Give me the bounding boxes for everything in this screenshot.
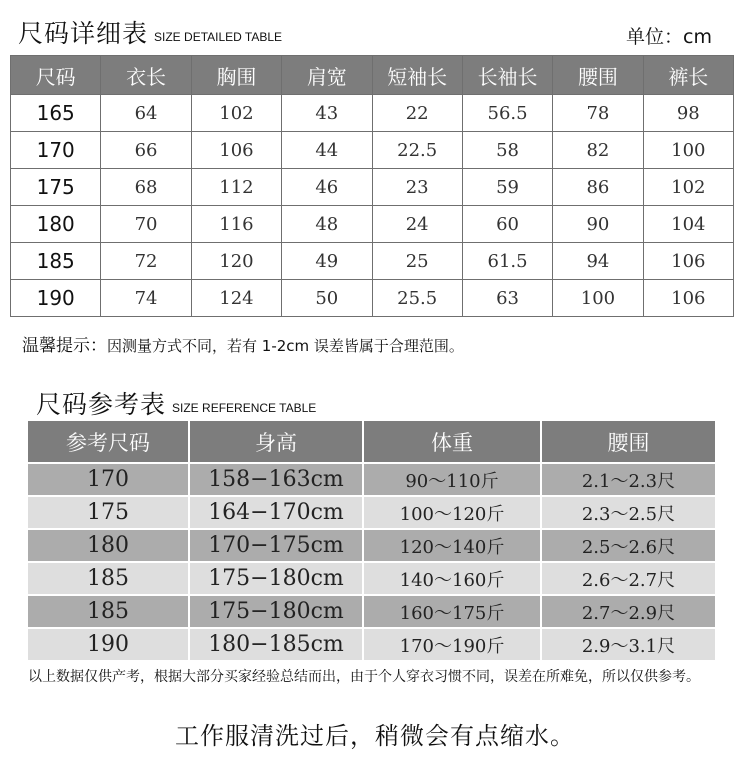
reference-cell: 2.7〜2.9尺 bbox=[541, 595, 715, 628]
measurement-cell: 106 bbox=[191, 132, 281, 169]
measurement-cell: 25 bbox=[372, 243, 462, 280]
measurement-cell: 63 bbox=[462, 280, 552, 317]
measurement-cell: 112 bbox=[191, 169, 281, 206]
size-cell: 170 bbox=[11, 132, 101, 169]
measurement-cell: 94 bbox=[553, 243, 643, 280]
header-waist: 腰围 bbox=[553, 56, 643, 95]
note-lead: 温馨提示： bbox=[22, 336, 107, 356]
detail-subtitle: SIZE DETAILED TABLE bbox=[154, 30, 283, 44]
measurement-cell: 82 bbox=[553, 132, 643, 169]
reference-cell: 100〜120斤 bbox=[363, 496, 541, 529]
measurement-cell: 106 bbox=[643, 243, 733, 280]
table-row bbox=[11, 243, 734, 280]
reference-cell: 180−185cm bbox=[189, 628, 363, 661]
measurement-cell: 78 bbox=[553, 95, 643, 132]
reference-cell: 160〜175斤 bbox=[363, 595, 541, 628]
measurement-cell: 124 bbox=[191, 280, 281, 317]
size-detail-table bbox=[10, 55, 734, 317]
size-cell: 180 bbox=[11, 206, 101, 243]
measurement-cell: 100 bbox=[553, 280, 643, 317]
measurement-cell: 23 bbox=[372, 169, 462, 206]
measurement-cell: 72 bbox=[101, 243, 191, 280]
header-ref-size: 参考尺码 bbox=[28, 421, 189, 463]
table-row bbox=[28, 628, 715, 661]
measurement-cell: 64 bbox=[101, 95, 191, 132]
measurement-cell: 61.5 bbox=[462, 243, 552, 280]
reference-title bbox=[36, 385, 316, 421]
measurement-cell: 68 bbox=[101, 169, 191, 206]
reference-cell: 2.6〜2.7尺 bbox=[541, 562, 715, 595]
table-row bbox=[28, 463, 715, 496]
measurement-cell: 43 bbox=[282, 95, 372, 132]
reference-cell: 2.3〜2.5尺 bbox=[541, 496, 715, 529]
size-reference-table bbox=[28, 421, 715, 662]
measurement-cell: 70 bbox=[101, 206, 191, 243]
measurement-cell: 50 bbox=[282, 280, 372, 317]
reference-cell: 185 bbox=[28, 595, 189, 628]
table-row bbox=[28, 496, 715, 529]
header-height: 身高 bbox=[189, 421, 363, 463]
reference-cell: 180 bbox=[28, 529, 189, 562]
reference-cell: 140〜160斤 bbox=[363, 562, 541, 595]
measurement-cell: 49 bbox=[282, 243, 372, 280]
header-long-sleeve: 长袖长 bbox=[462, 56, 552, 95]
table-row bbox=[28, 595, 715, 628]
reference-cell: 2.9〜3.1尺 bbox=[541, 628, 715, 661]
measurement-cell: 90 bbox=[553, 206, 643, 243]
reference-cell: 2.5〜2.6尺 bbox=[541, 529, 715, 562]
measurement-cell: 22.5 bbox=[372, 132, 462, 169]
table-row bbox=[11, 169, 734, 206]
reference-cell: 185 bbox=[28, 562, 189, 595]
measurement-cell: 98 bbox=[643, 95, 733, 132]
header-pant-length: 裤长 bbox=[643, 56, 733, 95]
reference-note: 以上数据仅供产考，根据大部分买家经验总结而出，由于个人穿衣习惯不同，误差在所难免，所以仅供参考。 bbox=[28, 669, 700, 685]
measurement-cell: 74 bbox=[101, 280, 191, 317]
measurement-cell: 66 bbox=[101, 132, 191, 169]
measurement-cell: 106 bbox=[643, 280, 733, 317]
header-ref-waist: 腰围 bbox=[541, 421, 715, 463]
reference-cell: 120〜140斤 bbox=[363, 529, 541, 562]
table-row bbox=[28, 529, 715, 562]
table-row bbox=[11, 206, 734, 243]
reference-cell: 90〜110斤 bbox=[363, 463, 541, 496]
table-header-row bbox=[28, 421, 715, 463]
measurement-cell: 104 bbox=[643, 206, 733, 243]
measurement-cell: 25.5 bbox=[372, 280, 462, 317]
table-row bbox=[11, 280, 734, 317]
measurement-cell: 58 bbox=[462, 132, 552, 169]
size-cell: 185 bbox=[11, 243, 101, 280]
reference-cell: 158−163cm bbox=[189, 463, 363, 496]
header-size: 尺码 bbox=[11, 56, 101, 95]
note-text: 因测量方式不同，若有 1-2cm 误差皆属于合理范围。 bbox=[107, 337, 464, 355]
header-chest: 胸围 bbox=[191, 56, 281, 95]
table-row bbox=[11, 95, 734, 132]
size-cell: 165 bbox=[11, 95, 101, 132]
measurement-cell: 22 bbox=[372, 95, 462, 132]
reference-subtitle: SIZE REFERENCE TABLE bbox=[172, 401, 317, 415]
reference-cell: 175−180cm bbox=[189, 595, 363, 628]
reference-cell: 175 bbox=[28, 496, 189, 529]
size-cell: 190 bbox=[11, 280, 101, 317]
measurement-cell: 86 bbox=[553, 169, 643, 206]
measurement-cell: 56.5 bbox=[462, 95, 552, 132]
measurement-note bbox=[22, 331, 464, 356]
header-weight: 体重 bbox=[363, 421, 541, 463]
measurement-cell: 24 bbox=[372, 206, 462, 243]
measurement-cell: 100 bbox=[643, 132, 733, 169]
reference-title-text: 尺码参考表 bbox=[36, 390, 167, 419]
reference-cell: 190 bbox=[28, 628, 189, 661]
measurement-cell: 120 bbox=[191, 243, 281, 280]
table-row bbox=[11, 132, 734, 169]
measurement-cell: 102 bbox=[643, 169, 733, 206]
measurement-cell: 59 bbox=[462, 169, 552, 206]
detail-title-text: 尺码详细表 bbox=[18, 19, 149, 48]
reference-cell: 170−175cm bbox=[189, 529, 363, 562]
reference-cell: 164−170cm bbox=[189, 496, 363, 529]
washing-note: 工作服清洗过后，稍微会有点缩水。 bbox=[175, 722, 575, 750]
table-row bbox=[28, 562, 715, 595]
header-shoulder: 肩宽 bbox=[282, 56, 372, 95]
reference-cell: 175−180cm bbox=[189, 562, 363, 595]
reference-cell: 170 bbox=[28, 463, 189, 496]
measurement-cell: 102 bbox=[191, 95, 281, 132]
measurement-cell: 48 bbox=[282, 206, 372, 243]
reference-cell: 170〜190斤 bbox=[363, 628, 541, 661]
header-short-sleeve: 短袖长 bbox=[372, 56, 462, 95]
detail-title bbox=[18, 14, 282, 50]
size-cell: 175 bbox=[11, 169, 101, 206]
table-header-row bbox=[11, 56, 734, 95]
reference-cell: 2.1〜2.3尺 bbox=[541, 463, 715, 496]
unit-label: 单位：cm bbox=[626, 26, 712, 48]
measurement-cell: 116 bbox=[191, 206, 281, 243]
measurement-cell: 46 bbox=[282, 169, 372, 206]
header-length: 衣长 bbox=[101, 56, 191, 95]
measurement-cell: 60 bbox=[462, 206, 552, 243]
measurement-cell: 44 bbox=[282, 132, 372, 169]
